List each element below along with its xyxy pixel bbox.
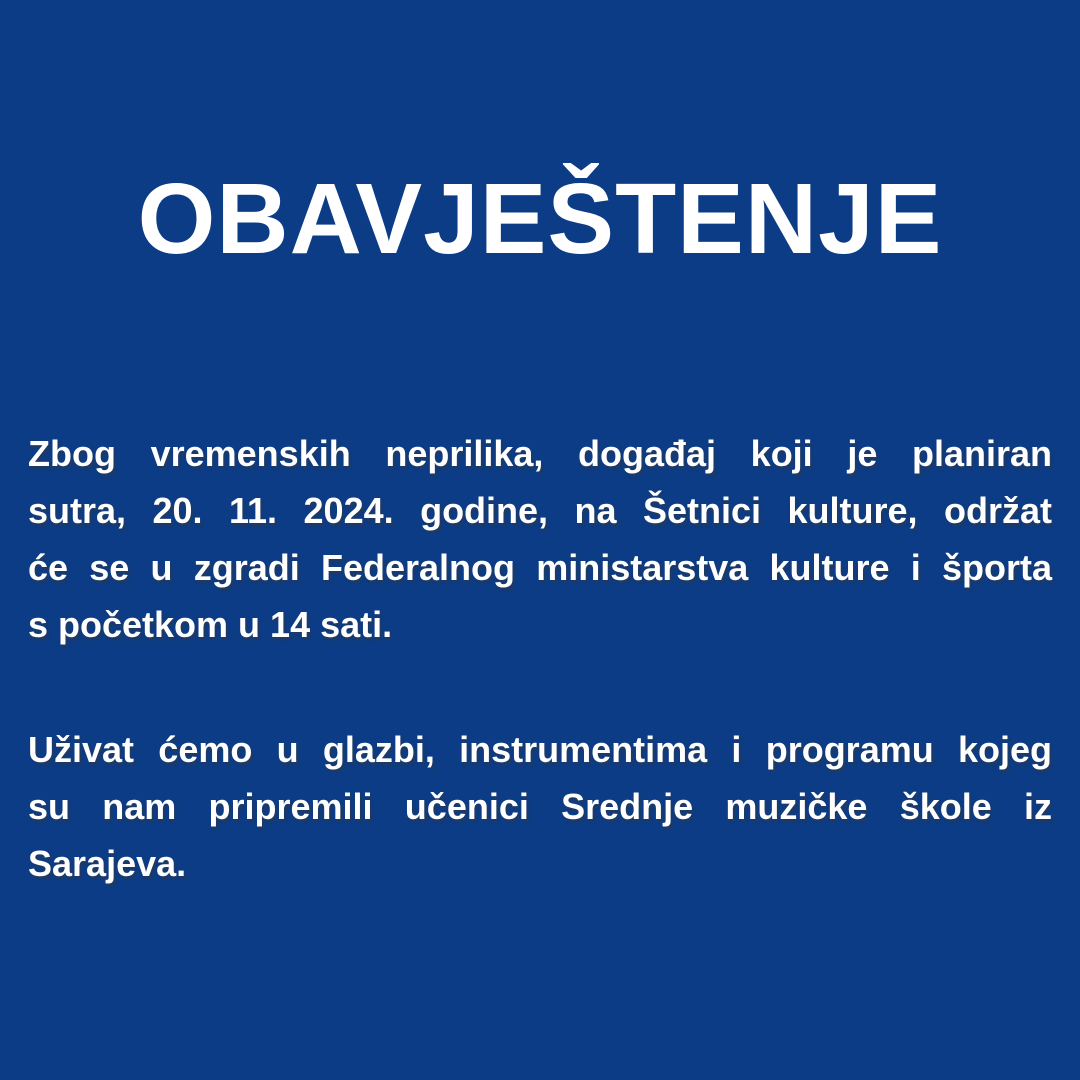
announcement-title: OBAVJEŠTENJE [137, 163, 943, 275]
paragraph-line: Uživat ćemo u glazbi, instrumentima i programu kojeg [28, 729, 1052, 770]
paragraph-line: Zbog vremenskih neprilika, događaj koji je planiran [28, 433, 1052, 474]
paragraph-line: sutra, 20. 11. 2024. godine, na Šetnici kulture, održat [28, 490, 1052, 531]
announcement-paragraph-program [28, 721, 1052, 892]
paragraph-line: će se u zgradi Federalnog ministarstva kulture i športa [28, 547, 1052, 588]
paragraph-line: su nam pripremili učenici Srednje muzičke škole iz [28, 786, 1052, 827]
announcement-paragraph-event-change [28, 425, 1052, 653]
paragraph-line: Sarajeva. [28, 843, 187, 884]
paragraph-line: s početkom u 14 sati. [28, 604, 393, 645]
